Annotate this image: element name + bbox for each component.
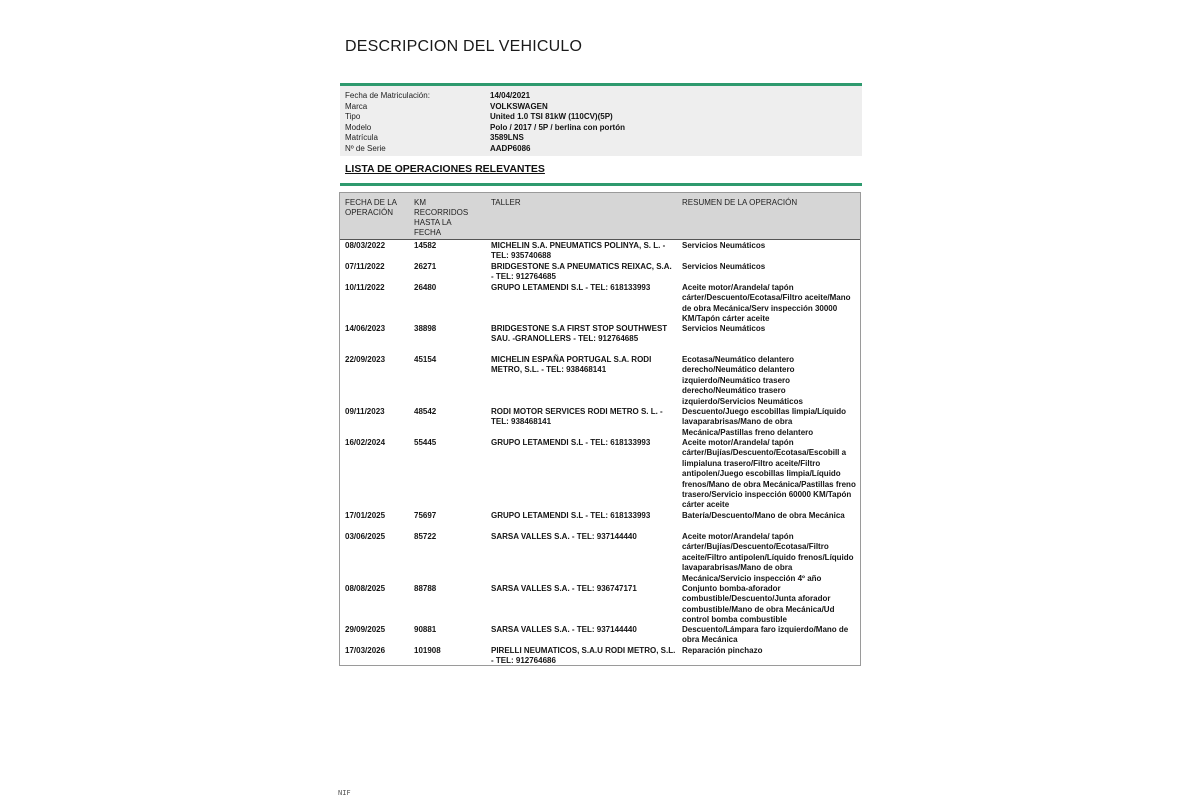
cell-shop: GRUPO LETAMENDI S.L - TEL: 618133993 xyxy=(491,511,651,520)
cell-km: 101908 xyxy=(414,646,441,655)
cell-summary: Ecotasa/Neumático delantero derecho/Neumático delantero izquierdo/Neumático trasero derecho/Neumático trasero izquierdo/Servicios Neumáticos xyxy=(682,355,803,406)
cell-shop: SARSA VALLES S.A. - TEL: 937144440 xyxy=(491,532,637,541)
cell-shop: GRUPO LETAMENDI S.L - TEL: 618133993 xyxy=(491,438,651,447)
cell-date: 29/09/2025 xyxy=(345,625,386,634)
vehicle-label: Modelo xyxy=(345,122,372,132)
cell-km: 75697 xyxy=(414,511,437,520)
cell-shop: BRIDGESTONE S.A PNEUMATICS REIXAC, S.A. - TEL: 912764685 xyxy=(491,262,672,282)
cell-summary: Descuento/Juego escobillas limpia/Líquido lavaparabrisas/Mano de obra Mecánica/Pastillas freno delantero xyxy=(682,407,847,437)
cell-date: 08/03/2022 xyxy=(345,241,386,250)
cell-summary: Batería/Descuento/Mano de obra Mecánica xyxy=(682,511,845,520)
cell-km: 26271 xyxy=(414,262,437,271)
cell-km: 88788 xyxy=(414,584,437,593)
cell-km: 55445 xyxy=(414,438,437,447)
cell-km: 85722 xyxy=(414,532,437,541)
cell-date: 22/09/2023 xyxy=(345,355,386,364)
cell-shop: PIRELLI NEUMATICOS, S.A.U RODI METRO, S.L. - TEL: 912764686 xyxy=(491,646,676,666)
header-date: FECHA DE LA OPERACIÓN xyxy=(345,198,397,217)
vehicle-value: 3589LNS xyxy=(490,133,524,142)
cell-date: 17/03/2026 xyxy=(345,646,386,655)
vehicle-value: United 1.0 TSI 81kW (110CV)(5P) xyxy=(490,112,613,121)
cell-km: 90881 xyxy=(414,625,437,634)
vehicle-label: Nº de Serie xyxy=(345,143,386,153)
vehicle-row-registration-date xyxy=(345,90,860,101)
cell-shop: SARSA VALLES S.A. - TEL: 936747171 xyxy=(491,584,637,593)
vehicle-label: Matrícula xyxy=(345,133,378,142)
cell-summary: Servicios Neumáticos xyxy=(682,241,766,250)
cell-summary: Reparación pinchazo xyxy=(682,646,763,655)
cell-summary: Servicios Neumáticos xyxy=(682,324,766,333)
vehicle-row-plate xyxy=(345,132,860,143)
cell-summary: Conjunto bomba-aforador combustible/Descuento/Junta aforador combustible/Mano de obra Mecánica/Ud control bomba combustible xyxy=(682,584,835,625)
cell-date: 07/11/2022 xyxy=(345,262,385,271)
cell-shop: RODI MOTOR SERVICES RODI METRO S. L. - TEL: 938468141 xyxy=(491,407,663,427)
cell-shop: MICHELIN ESPAÑA PORTUGAL S.A. RODI METRO, S.L. - TEL: 938468141 xyxy=(491,355,652,375)
operations-top-rule xyxy=(340,183,862,186)
cell-km: 48542 xyxy=(414,407,437,416)
cell-summary: Descuento/Lámpara faro izquierdo/Mano de obra Mecánica xyxy=(682,625,849,645)
table-header xyxy=(340,193,860,240)
vehicle-value: AADP6086 xyxy=(490,143,531,153)
document-title: DESCRIPCION DEL VEHICULO xyxy=(345,38,583,55)
cell-shop: GRUPO LETAMENDI S.L - TEL: 618133993 xyxy=(491,283,651,292)
header-shop: TALLER xyxy=(491,198,521,207)
cell-km: 38898 xyxy=(414,324,437,333)
header-km: KM RECORRIDOS HASTA LA FECHA xyxy=(414,198,469,237)
vehicle-row-brand xyxy=(345,101,860,112)
cell-shop: MICHELIN S.A. PNEUMATICS POLINYA, S. L. - TEL: 935740688 xyxy=(491,241,666,261)
vehicle-row-model xyxy=(345,122,860,133)
header-summary: RESUMEN DE LA OPERACIÓN xyxy=(682,198,798,207)
cell-date: 10/11/2022 xyxy=(345,283,385,292)
vehicle-label: Fecha de Matriculación: xyxy=(345,91,430,100)
footer-nif: NIF xyxy=(338,789,351,797)
cell-summary: Aceite motor/Arandela/ tapón cárter/Bujías/Descuento/Ecotasa/Filtro aceite/Filtro antipolen/Líquido frenos/Líquido lavaparabrisas/Mano de obra Mecánica/Servicio inspección 4º año xyxy=(682,532,854,583)
vehicle-label: Tipo xyxy=(345,112,361,121)
cell-date: 09/11/2023 xyxy=(345,407,385,416)
cell-date: 08/08/2025 xyxy=(345,584,386,593)
vehicle-value: Polo / 2017 / 5P / berlina con portón xyxy=(490,122,625,132)
cell-km: 45154 xyxy=(414,355,437,364)
cell-summary: Aceite motor/Arandela/ tapón cárter/Descuento/Ecotasa/Filtro aceite/Mano de obra Mecánica/Serv inspección 30000 KM/Tapón cárter aceite xyxy=(682,283,851,324)
cell-shop: SARSA VALLES S.A. - TEL: 937144440 xyxy=(491,625,637,634)
vehicle-info-box xyxy=(340,86,862,156)
vehicle-value: 14/04/2021 xyxy=(490,91,531,100)
cell-summary: Aceite motor/Arandela/ tapón cárter/Bujías/Descuento/Ecotasa/Escobill a limpialuna trasero/Filtro aceite/Filtro antipolen/Juego escobillas limpia/Líquido frenos/Mano de obra Mecánica/Pastillas freno trasero/Servicio inspección 60000 KM/Tapón cárter aceite xyxy=(682,438,856,510)
cell-shop: BRIDGESTONE S.A FIRST STOP SOUTHWEST SAU. -GRANOLLERS - TEL: 912764685 xyxy=(491,324,668,344)
cell-date: 14/06/2023 xyxy=(345,324,386,333)
operations-table xyxy=(339,192,861,666)
cell-km: 14582 xyxy=(414,241,437,250)
operations-title: LISTA DE OPERACIONES RELEVANTES xyxy=(345,163,545,175)
cell-date: 03/06/2025 xyxy=(345,532,386,541)
cell-summary: Servicios Neumáticos xyxy=(682,262,766,271)
cell-km: 26480 xyxy=(414,283,437,292)
vehicle-label: Marca xyxy=(345,101,368,111)
vehicle-row-serial xyxy=(345,143,860,154)
cell-date: 16/02/2024 xyxy=(345,438,386,447)
vehicle-row-type xyxy=(345,111,860,122)
vehicle-value: VOLKSWAGEN xyxy=(490,101,548,111)
cell-date: 17/01/2025 xyxy=(345,511,386,520)
